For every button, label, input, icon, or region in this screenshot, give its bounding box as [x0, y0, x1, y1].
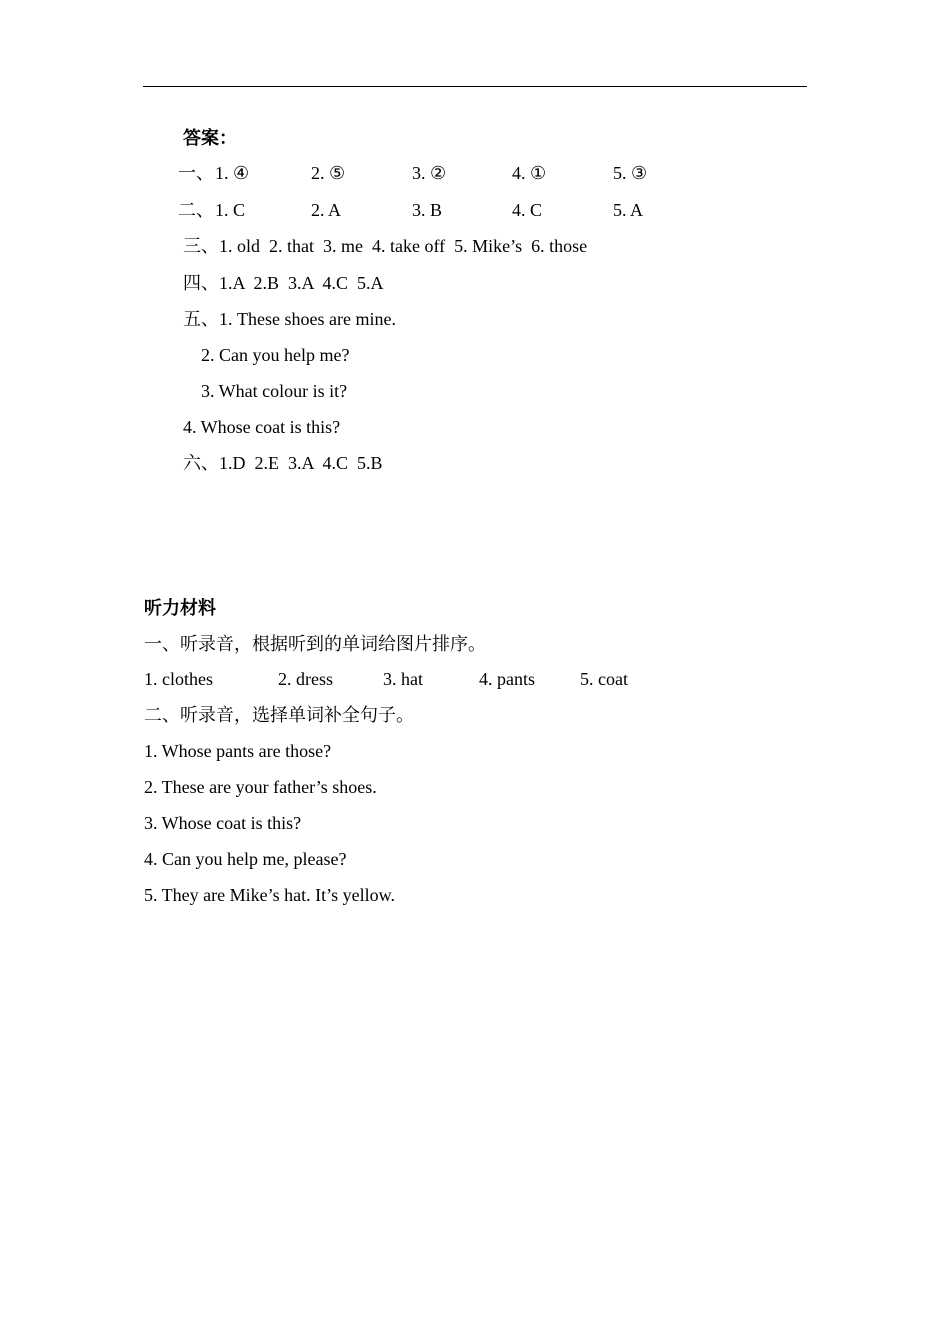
answer-item: 2. ⑤ — [311, 163, 346, 183]
answer-item: 4. ① — [512, 163, 547, 183]
word-item: 1. clothes — [144, 669, 213, 689]
word-item: 4. pants — [479, 669, 535, 689]
answer-item: 3. B — [412, 200, 443, 220]
answer-item: 5. A — [613, 200, 644, 220]
answer-section-5-line-2: 2. Can you help me? — [201, 345, 350, 365]
listening-part-2-title: 二、听录音，选择单词补全句子。 — [144, 705, 414, 725]
listening-part-1-title: 一、听录音，根据听到的单词给图片排序。 — [144, 634, 486, 654]
answer-section-2 — [178, 199, 678, 221]
answer-section-5-line-4: 4. Whose coat is this? — [183, 417, 341, 437]
answer-item: 4. C — [512, 200, 543, 220]
answer-item: 2. A — [311, 200, 342, 220]
answer-item: 3. ② — [412, 163, 447, 183]
answers-heading: 答案： — [183, 128, 237, 148]
section-2-prefix: 二、 — [178, 200, 214, 220]
answer-item: 5. ③ — [613, 163, 648, 183]
sentence-item: 1. Whose pants are those? — [144, 741, 332, 761]
sentence-item: 5. They are Mike’s hat. It’s yellow. — [144, 885, 395, 905]
listening-heading: 听力材料 — [144, 598, 216, 618]
answer-section-3: 三、1. old 2. that 3. me 4. take off 5. Mike’s 6. those — [183, 236, 588, 256]
answer-item: 1. ④ — [215, 163, 250, 183]
word-item: 5. coat — [580, 669, 628, 689]
word-item: 3. hat — [383, 669, 423, 689]
answer-section-4: 四、1.A 2.B 3.A 4.C 5.A — [183, 273, 384, 293]
answer-section-1 — [178, 162, 678, 184]
answer-item: 1. C — [215, 200, 246, 220]
sentence-item: 2. These are your father’s shoes. — [144, 777, 377, 797]
header-rule — [143, 86, 807, 87]
sentence-item: 3. Whose coat is this? — [144, 813, 302, 833]
answer-section-5-line-3: 3. What colour is it? — [201, 381, 348, 401]
section-1-prefix: 一、 — [178, 163, 214, 183]
listening-part-1-words — [144, 668, 664, 690]
answer-section-5-line-1: 五、1. These shoes are mine. — [183, 309, 396, 329]
sentence-item: 4. Can you help me, please? — [144, 849, 347, 869]
word-item: 2. dress — [278, 669, 333, 689]
answer-section-6: 六、1.D 2.E 3.A 4.C 5.B — [183, 453, 383, 473]
